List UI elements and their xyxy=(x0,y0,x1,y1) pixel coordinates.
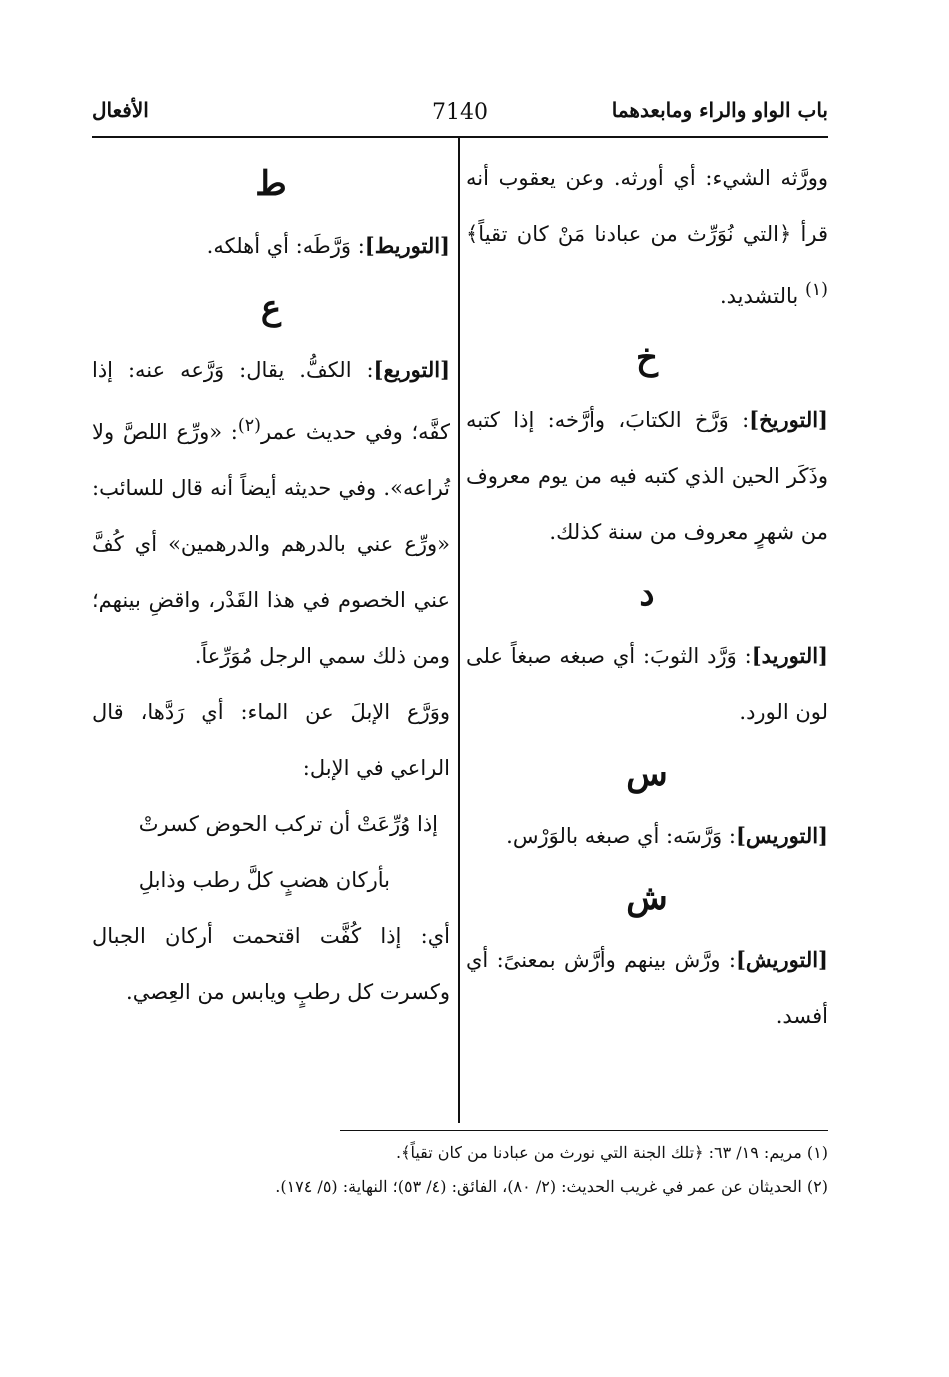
entry-term: [التوريط] xyxy=(364,233,450,258)
entry-text: : وَرَّطَه: أي أهلكه. xyxy=(206,234,365,258)
page-header xyxy=(92,98,828,134)
entry-text-cont: : «ورِّع اللصَّ ولا تُراعه». وفي حديثه أيضاً أنه قال للسائب: «ورِّع عني بالدرهم والدرهمين» أي كُفَّ عني الخصوم في هذا القَدْر، واقضِ بينهم؛ ومن ذلك سمي الرجل مُوَرِّعاً. xyxy=(92,420,450,668)
footnote-ref-1[interactable]: (١) xyxy=(804,280,828,300)
intro-text: وورَّثه الشيء: أي أورثه. وعن يعقوب أنه قرأ ﴿التي نُوَرِّث من عبادنا مَنْ كان تقياً﴾ xyxy=(466,166,828,246)
entry-term: [التوريخ] xyxy=(749,407,828,432)
intro-text-end: بالتشديد. xyxy=(719,284,805,308)
entry-tawrit xyxy=(92,218,450,274)
entry-term: [التوريد] xyxy=(751,643,828,668)
paragraph-explanation: أي: إذا كُفَّت اقتحمت أركان الجبال وكسرت كل رطبٍ ويابس من العِصي. xyxy=(92,924,450,1004)
entry-tawrid xyxy=(466,628,828,740)
letter-heading-dal: د xyxy=(639,574,655,614)
entry-tawrikh xyxy=(466,392,828,560)
page-number: 7140 xyxy=(432,100,488,125)
footnote-2: (٢) الحديثان عن عمر في غريب الحديث: (٢/ ٨٠)، الفائق: (٤/ ٥٣)؛ النهاية: (٥/ ١٧٤). xyxy=(275,1177,828,1196)
paragraph-camels: ووَرَّع الإبلَ عن الماء: أي رَدَّها، قال الراعي في الإبل: xyxy=(92,700,450,780)
letter-heading-sin: س xyxy=(626,754,668,794)
footnote-ref-2[interactable]: (٢) xyxy=(237,416,261,436)
entry-term: [التوريس] xyxy=(735,823,828,848)
poem-verse-2: بأركان هضبٍ كلَّ رطب وذابلِ xyxy=(138,868,390,892)
footnote-rule xyxy=(340,1130,828,1131)
letter-heading-ayn: ع xyxy=(260,288,282,328)
footnote-1: (١) مريم: ١٩/ ٦٣: ﴿تلك الجنة التي نورث من عبادنا من كان تقياً﴾. xyxy=(396,1143,828,1162)
intro-paragraph xyxy=(466,150,828,324)
entry-text: : وَرَّد الثوبَ: أي صبغه صبغاً على لون الورد. xyxy=(466,644,828,724)
entry-tawri xyxy=(92,342,450,684)
letter-heading-kha: خ xyxy=(636,338,658,378)
left-column xyxy=(92,150,450,1020)
footnotes xyxy=(150,1136,828,1204)
entry-tawris xyxy=(466,808,828,864)
right-column xyxy=(466,150,828,1044)
entry-term: [التوريش] xyxy=(735,947,828,972)
letter-heading-shin: ش xyxy=(626,878,668,918)
entry-tawrish xyxy=(466,932,828,1044)
entry-text: : الكفُّ. يقال: وَرَّعه عنه: إذا كفَّه؛ وفي حديث عمر xyxy=(92,358,450,444)
entry-term: [التوريع] xyxy=(373,357,450,382)
entry-text: : وَرَّخ الكتابَ، وأرَّخه: إذا كتبه وذَكَر الحين الذي كتبه فيه من يوم معروف من شهرٍ معروف من سنة كذلك. xyxy=(466,408,828,544)
entry-text: : وَرَّسَه: أي صبغه بالوَرْس. xyxy=(506,824,736,848)
chapter-title: باب الواو والراء ومابعدهما xyxy=(611,98,828,122)
letter-heading-ta: ط xyxy=(255,164,287,204)
column-divider xyxy=(458,138,460,1123)
poem-verse-1: إذا وُرِّعَتْ أن تركب الحوض كسرتْ xyxy=(138,812,438,836)
entry-text: : ورَّش بينهم وأرَّش بمعنىً: أي أفسد. xyxy=(466,948,828,1028)
header-rule xyxy=(92,136,828,138)
section-title: الأفعال xyxy=(92,98,149,122)
